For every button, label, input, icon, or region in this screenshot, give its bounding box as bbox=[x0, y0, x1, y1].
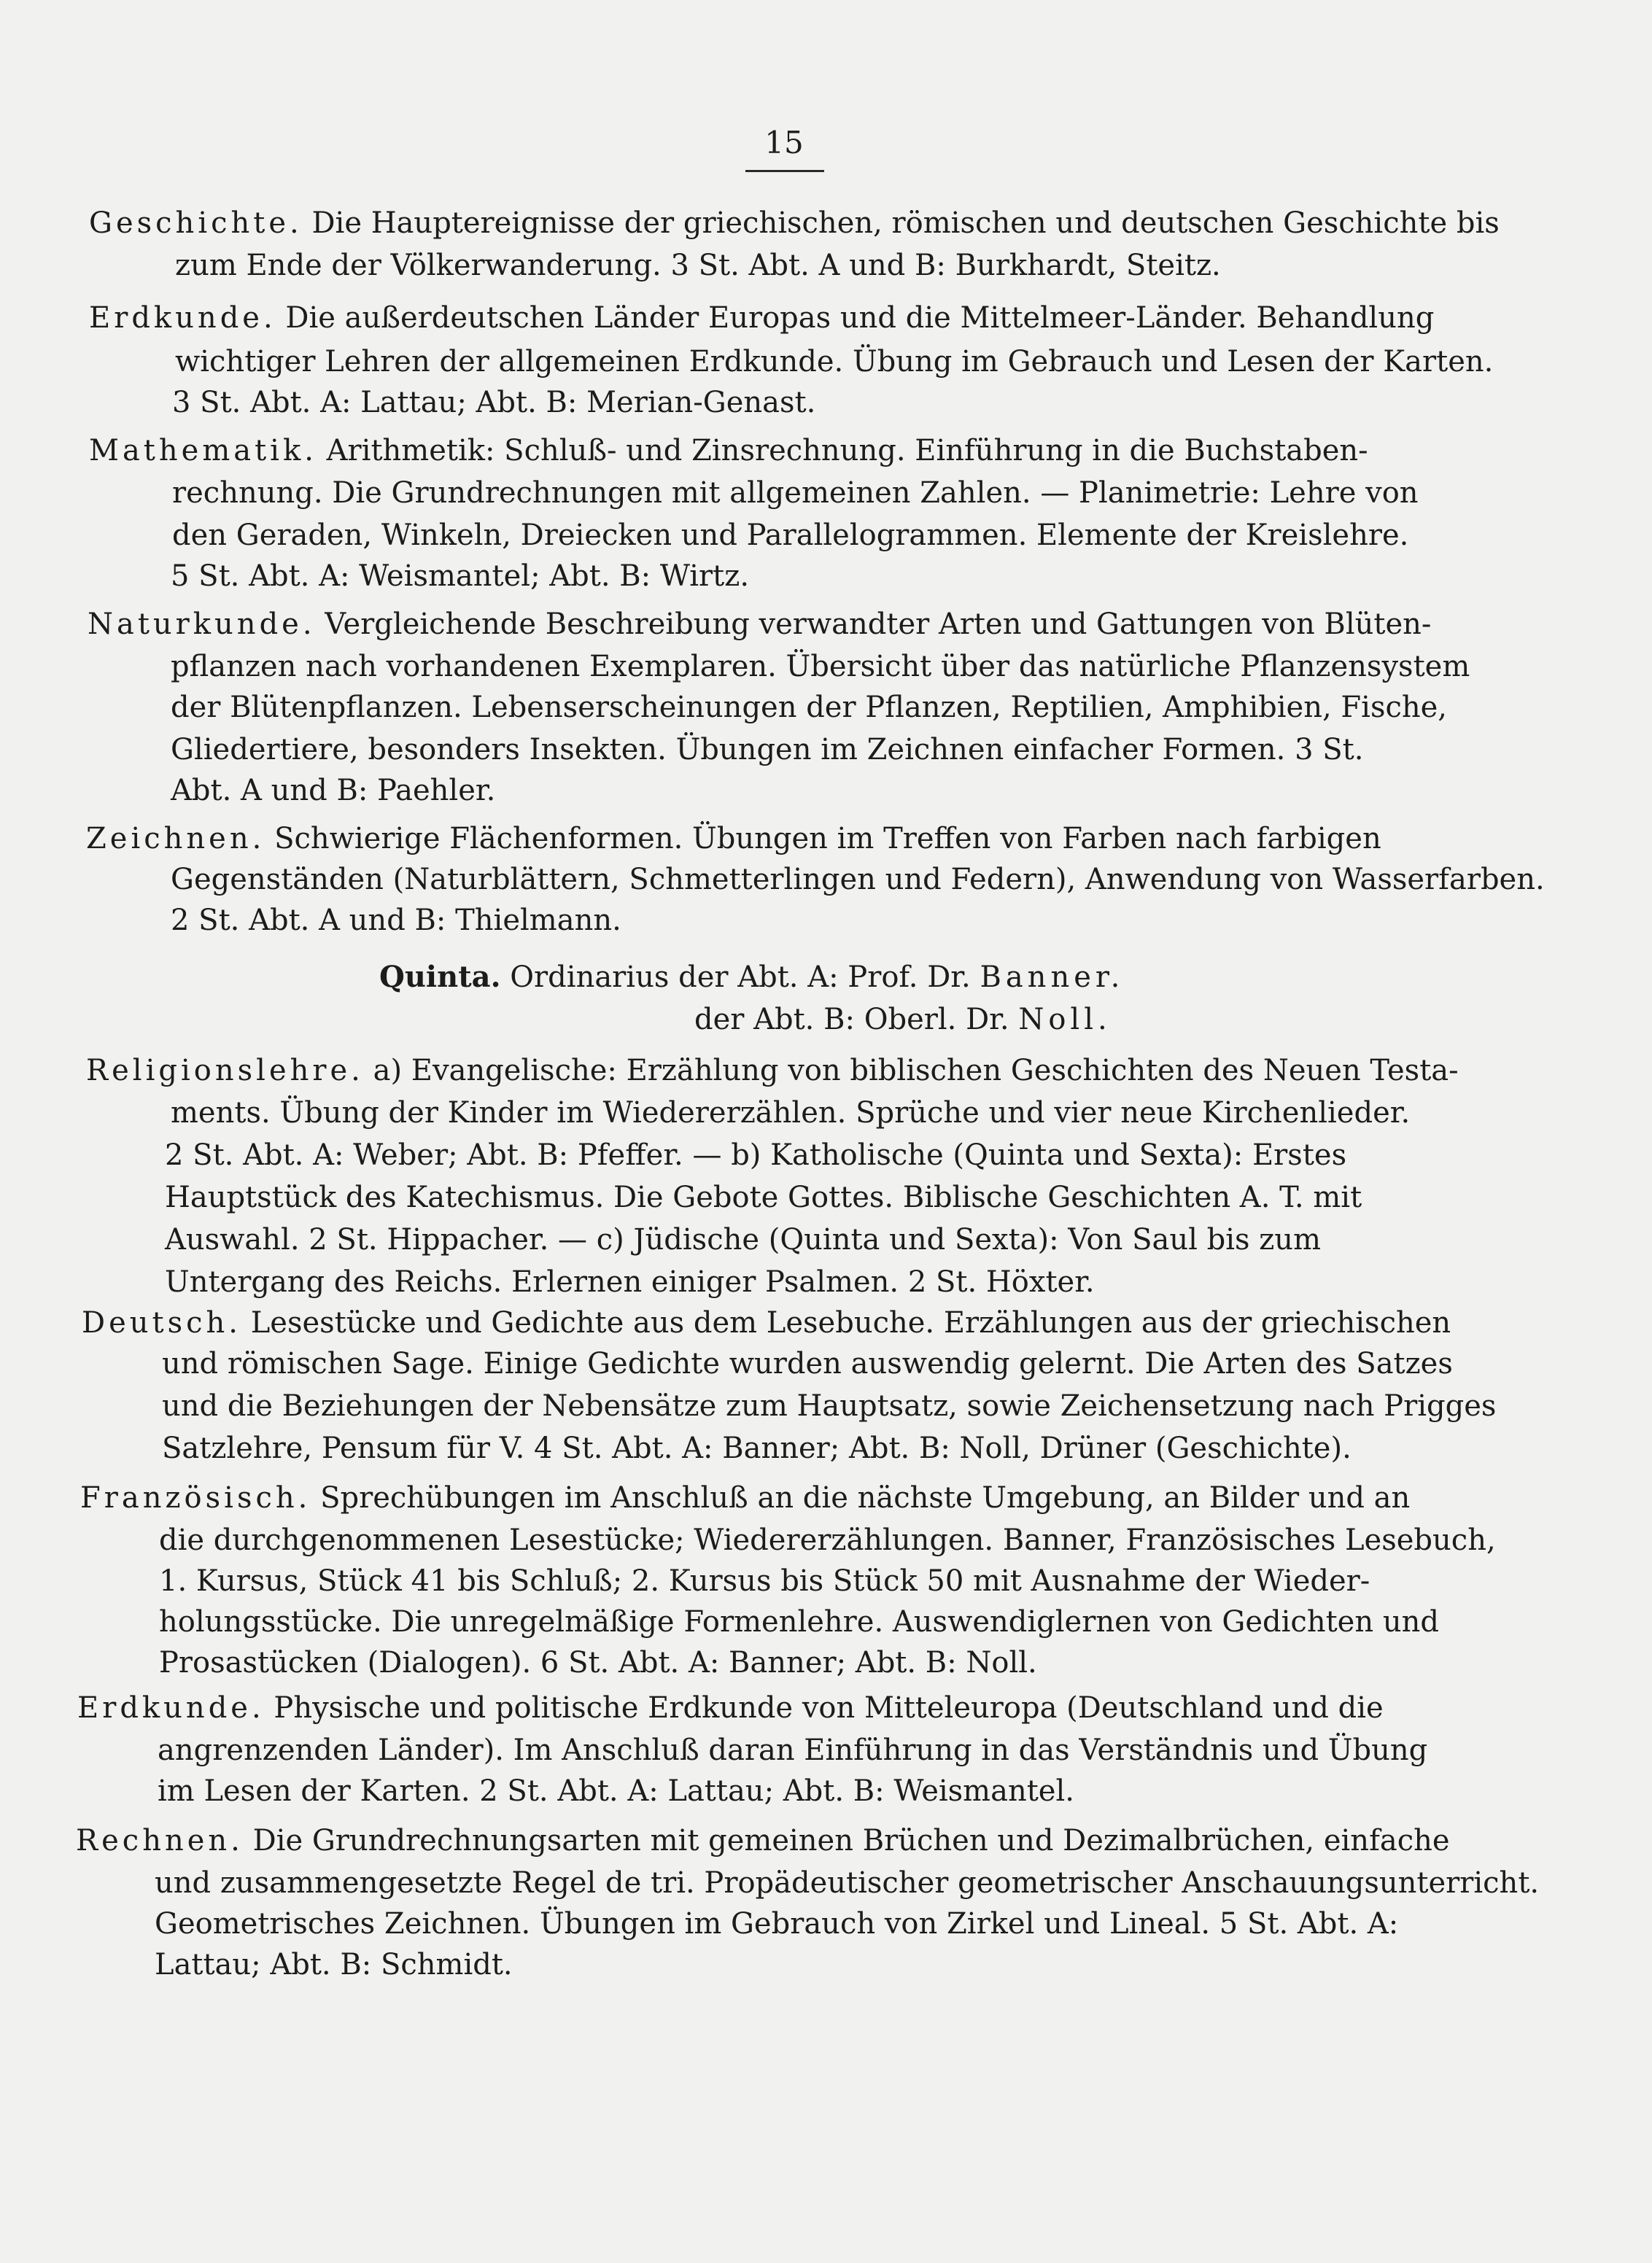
class-ordinarius-a-name: Banner. bbox=[980, 960, 1125, 994]
section-line: Untergang des Reichs. Erlernen einiger Psalmen. 2 St. Höxter. bbox=[165, 1265, 1095, 1299]
section-line: Gliedertiere, besonders Insekten. Übungen im Zeichnen einfacher Formen. 3 St. bbox=[171, 733, 1364, 766]
section-line: Die außerdeutschen Länder Europas und die Mittelmeer-Länder. Behandlung bbox=[285, 301, 1435, 335]
section-line: holungsstücke. Die unregelmäßige Formenlehre. Auswendiglernen von Gedichten und bbox=[159, 1605, 1439, 1639]
subject-title: Französisch. bbox=[80, 1481, 311, 1515]
class-ordinarius-a: Ordinarius der Abt. A: Prof. Dr. bbox=[510, 960, 971, 994]
section-line: Geometrisches Zeichnen. Übungen im Gebrauch von Zirkel und Lineal. 5 St. Abt. A: bbox=[155, 1907, 1399, 1941]
section-line: ments. Übung der Kinder im Wiedererzählen. Sprüche und vier neue Kirchenlieder. bbox=[171, 1096, 1411, 1130]
section-line: 5 St. Abt. A: Weismantel; Abt. B: Wirtz. bbox=[171, 559, 750, 593]
section-line: im Lesen der Karten. 2 St. Abt. A: Lattau; Abt. B: Weismantel. bbox=[158, 1774, 1074, 1808]
section-line: die durchgenommenen Lesestücke; Wiedererzählungen. Banner, Französisches Lesebuch, bbox=[159, 1523, 1496, 1557]
subject-title: Erdkunde. bbox=[89, 301, 276, 335]
section-line: Die Grundrechnungsarten mit gemeinen Brüchen und Dezimalbrüchen, einfache bbox=[252, 1824, 1450, 1858]
section-line: 2 St. Abt. A und B: Thielmann. bbox=[171, 904, 621, 937]
subject-title: Deutsch. bbox=[82, 1306, 241, 1340]
section-line: und zusammengesetzte Regel de tri. Propädeutischer geometrischer Anschauungsunterricht. bbox=[155, 1866, 1540, 1900]
section-line: Auswahl. 2 St. Hippacher. — c) Jüdische (Quinta und Sexta): Von Saul bis zum bbox=[165, 1223, 1321, 1257]
section-line: Prosastücken (Dialogen). 6 St. Abt. A: Banner; Abt. B: Noll. bbox=[159, 1646, 1037, 1680]
section-line: 2 St. Abt. A: Weber; Abt. B: Pfeffer. — b) Katholische (Quinta und Sexta): Erstes bbox=[165, 1138, 1347, 1172]
subject-title: Naturkunde. bbox=[88, 608, 316, 641]
section-line: der Blütenpflanzen. Lebenserscheinungen der Pflanzen, Reptilien, Amphibien, Fische, bbox=[171, 691, 1448, 724]
class-ordinarius-b-name: Noll. bbox=[1018, 1003, 1112, 1036]
page-number: 15 bbox=[764, 125, 804, 160]
section-line: 1. Kursus, Stück 41 bis Schluß; 2. Kursus bis Stück 50 mit Ausnahme der Wieder- bbox=[159, 1564, 1370, 1598]
class-ordinarius-b: der Abt. B: Oberl. Dr. bbox=[694, 1003, 1009, 1036]
section-line: wichtiger Lehren der allgemeinen Erdkunde. Übung im Gebrauch und Lesen der Karten. bbox=[175, 345, 1494, 379]
section-line: und die Beziehungen der Nebensätze zum Hauptsatz, sowie Zeichensetzung nach Prigges bbox=[162, 1389, 1497, 1423]
section-line: angrenzenden Länder). Im Anschluß daran Einführung in das Verständnis und Übung bbox=[158, 1734, 1428, 1767]
section-line: Physische und politische Erdkunde von Mitteleuropa (Deutschland und die bbox=[274, 1691, 1384, 1725]
section-line: Lesestücke und Gedichte aus dem Lesebuche. Erzählungen aus der griechischen bbox=[250, 1306, 1451, 1340]
section-line: rechnung. Die Grundrechnungen mit allgemeinen Zahlen. — Planimetrie: Lehre von bbox=[172, 476, 1419, 510]
subject-title: Erdkunde. bbox=[77, 1691, 265, 1725]
section-line: den Geraden, Winkeln, Dreiecken und Parallelogrammen. Elemente der Kreislehre. bbox=[172, 519, 1409, 552]
subject-title: Geschichte. bbox=[89, 206, 303, 240]
subject-title: Rechnen. bbox=[76, 1824, 244, 1858]
subject-title: Mathematik. bbox=[89, 434, 317, 467]
section-line: und römischen Sage. Einige Gedichte wurden auswendig gelernt. Die Arten des Satzes bbox=[162, 1347, 1453, 1381]
section-line: Hauptstück des Katechismus. Die Gebote Gottes. Biblische Geschichten A. T. mit bbox=[165, 1181, 1362, 1214]
section-line: Schwierige Flächenformen. Übungen im Treffen von Farben nach farbigen bbox=[274, 822, 1381, 855]
section-line: 3 St. Abt. A: Lattau; Abt. B: Merian-Genast. bbox=[172, 386, 816, 419]
section-line: Sprechübungen im Anschluß an die nächste Umgebung, an Bilder und an bbox=[320, 1481, 1411, 1515]
subject-title: Zeichnen. bbox=[86, 822, 265, 855]
section-line: Gegenständen (Naturblättern, Schmetterlingen und Federn), Anwendung von Wasserfarben. bbox=[171, 863, 1545, 896]
section-line: Arithmetik: Schluß- und Zinsrechnung. Einführung in die Buchstaben- bbox=[326, 434, 1368, 467]
class-title: Quinta. bbox=[379, 960, 501, 994]
section-line: Lattau; Abt. B: Schmidt. bbox=[155, 1948, 513, 1981]
section-line: Satzlehre, Pensum für V. 4 St. Abt. A: Banner; Abt. B: Noll, Drüner (Geschichte). bbox=[162, 1432, 1352, 1465]
section-line: zum Ende der Völkerwanderung. 3 St. Abt. A und B: Burkhardt, Steitz. bbox=[175, 249, 1221, 282]
section-line: pflanzen nach vorhandenen Exemplaren. Übersicht über das natürliche Pflanzensystem bbox=[171, 650, 1470, 683]
section-line: a) Evangelische: Erzählung von biblischen Geschichten des Neuen Testa- bbox=[373, 1054, 1459, 1087]
section-line: Die Hauptereignisse der griechischen, römischen und deutschen Geschichte bis bbox=[311, 206, 1500, 240]
section-line: Abt. A und B: Paehler. bbox=[171, 774, 496, 807]
page-number-rule bbox=[745, 170, 824, 172]
section-line: Vergleichende Beschreibung verwandter Arten und Gattungen von Blüten- bbox=[325, 608, 1432, 641]
subject-title: Religionslehre. bbox=[86, 1054, 364, 1087]
